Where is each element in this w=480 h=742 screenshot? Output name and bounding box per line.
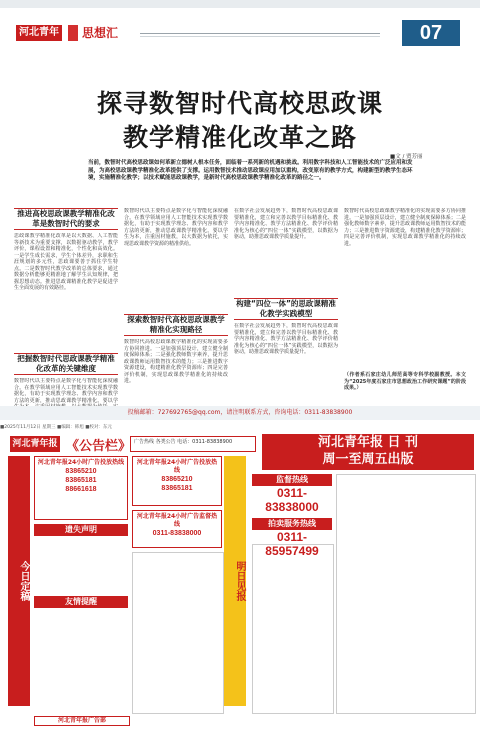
section-heading-2: 把握数智时代思政课教学精准化改革的关键维度	[17, 354, 115, 373]
reminder-heading: 友情提醒	[34, 596, 128, 608]
ad-phone-4: 83865210	[161, 476, 193, 483]
tomorrow-column: 明日见报	[224, 456, 246, 706]
ad-block-hotline-title: 河北青年报24小时广告投放热线	[37, 459, 125, 466]
ad-phone-5: 83865181	[161, 485, 193, 492]
section-name: 思想汇	[82, 26, 119, 40]
column-3-section	[234, 298, 338, 395]
ad-block-supervision	[132, 510, 222, 548]
today-column: 今日定稿	[8, 456, 30, 706]
ad-hotline-caption: 广告热线 各类公告 电话：0311-83838900	[130, 436, 256, 452]
daily-banner	[262, 434, 474, 470]
section-body-3: 在数字社会发展趋势下，数智时代高校思政课要精准化，建立和完善以教学目标精准化、教学内容精准化、教学方法精准化、教学评价精准化为核心的“四位一体”实践模型，以数据为驱动，助推思政课教学质量提升。	[234, 323, 338, 355]
article-title-line-1: 探寻数智时代高校思政课	[96, 89, 383, 118]
middle-notices	[132, 552, 224, 714]
right-notices-b	[336, 474, 476, 714]
ad-phone-2: 83865181	[65, 477, 97, 484]
column-2-section	[124, 314, 228, 399]
section-heading-3: 构建“四位一体”的思政课精准化教学实践模型	[236, 299, 336, 318]
byline: ■文 / 贾芳丽	[390, 154, 423, 160]
section-rule	[124, 335, 228, 336]
date-bar: ■2025年11月12日 星期三 ■编辑：韩旭 ■校对：东元	[0, 425, 112, 430]
header-rule	[140, 33, 380, 34]
lost-notice	[34, 524, 128, 678]
ad-masthead-logo: 河北青年报	[10, 436, 60, 452]
section-heading-4: 探索数智时代高校思政课教学精准化实现路径	[127, 315, 225, 334]
ad-masthead-title: 《公告栏》	[66, 439, 132, 454]
supervision-phone: 0311-83838000	[265, 486, 319, 514]
page-number: 07	[402, 20, 460, 46]
ad-block-supervision-title: 河北青年报24小时广告监督热线	[136, 513, 218, 528]
ad-phone-1: 83865210	[65, 468, 97, 475]
section-rule	[234, 319, 338, 320]
ad-block-hotline-2-title: 河北青年报24小时广告投放热线	[136, 459, 218, 474]
ad-department: 河北青年报广告部	[34, 716, 130, 726]
ad-supervision-phone: 0311-83838000	[152, 530, 202, 537]
submission-banner: 投稿邮箱：727692765@qq.com，请注明联系方式，咨询电话：0311-83838900	[0, 406, 480, 420]
lost-notice-text	[34, 536, 128, 596]
header-rule-2	[140, 36, 380, 37]
masthead-logo: 河北青年报	[16, 25, 62, 41]
author-note: （作者系石家庄幼儿师范高等专科学校副教授。本文为“2025年度石家庄市思想政治工作研究课题”的阶段成果。）	[344, 372, 466, 391]
section-body-1: 思政课教学精准化改革是以大数据、人工智能等新技术为重要支撑，以数据驱动教学，教学评价，课程设置和精准化，个性化和高效化。一是学生成长需求，学生个体差异，求职和生涯规划的多元性，思政课要善于抓住学生特点。二是数智时代教学改革的总体要求，通过数据分析能够更精准地了解学生认知规律，把握思想动态。推进思政课精准化教学是促进学生全面发展的有效路径。	[14, 233, 118, 291]
supervision-label: 监督热线	[252, 474, 332, 486]
daily-banner-line-2: 周一至周五出版	[322, 452, 414, 467]
section-heading-1: 推进高校思政课教学精准化改革是数智时代的要求	[17, 209, 115, 228]
lost-notice-heading: 遗失声明	[34, 524, 128, 536]
section-rule	[14, 374, 118, 375]
article-title-line-2: 教学精准化改革之路	[122, 123, 357, 152]
auction-phone: 0311-85957499	[265, 530, 319, 558]
section-body-4: 数智时代高校思政课教学精准化的实现需要多方协同推进。一是加强顶层设计，建立健全制度保障体系；二是强化教师数字素养，提升思政课教师运用数智技术的能力；三是推进数字资源建设，构建精准化教学资源库；四是完善评价机制，实现思政课教学精准化的持续改进。	[124, 339, 228, 384]
column-2-text: 数智时代以主要特点是数字化与智能化深度融合。在教学领域应用人工智能技术实现教学数据化，有助于实现教学理念、教学内容和教学方法的更新，推动思政课教学精准化。要以学生为本，注重因材施教，以大数据为依托，实现思政课教学资源的精准供给。	[124, 208, 228, 247]
top-strip	[0, 0, 480, 8]
section-marker	[68, 25, 78, 41]
ad-phone-3: 88661618	[65, 486, 97, 493]
reminder-text	[34, 608, 128, 678]
right-notices-a	[252, 544, 334, 714]
column-3-text: 在数字社会发展趋势下，数智时代高校思政课要精准化，建立和完善以教学目标精准化、教学内容精准化、教学方法精准化、教学评价精准化为核心的“四位一体”实践模型，以数据为驱动，助推思政课教学质量提升。	[234, 208, 338, 240]
section-rule	[14, 229, 118, 230]
daily-banner-line-1: 河北青年报 日 刊	[317, 435, 419, 450]
section-body-2: 数智时代以主要特点是数字化与智能化深度融合。在教学领域应用人工智能技术实现教学数据化，有助于实现教学理念、教学内容和教学方法的更新，推动思政课教学精准化。要以学	[14, 378, 118, 404]
column-1	[14, 208, 118, 430]
auction-label: 拍卖服务热线	[252, 518, 332, 530]
column-4-text: 数智时代高校思政课教学精准化的实现需要多方协同推进。一是加强顶层设计，建立健全制度保障体系；二是强化教师数字素养，提升思政课教师运用数智技术的能力；三是推进数字资源建设，构建精准化教学资源库；四是完善评价机制，实现思政课教学精准化的持续改进。	[344, 208, 466, 247]
ad-block-hotline	[34, 456, 128, 520]
article-lead: 当前，数智时代高校思政课如何革新立德树人根本任务，面临着一系列新的机遇和挑战。利用数字科技和人工智能技术的广泛应用和发展，为高校思政课教学精准化改革提供了支撑。运用数智技术推动思政课应用加以重构，改变原有的教学方式，构建新型的教学生态环境，实施精准化教学；以技术赋能思政课教学，是新时代高校思政课教学精准化改革的路径之一。	[88, 160, 413, 181]
ad-block-hotline-2	[132, 456, 222, 506]
